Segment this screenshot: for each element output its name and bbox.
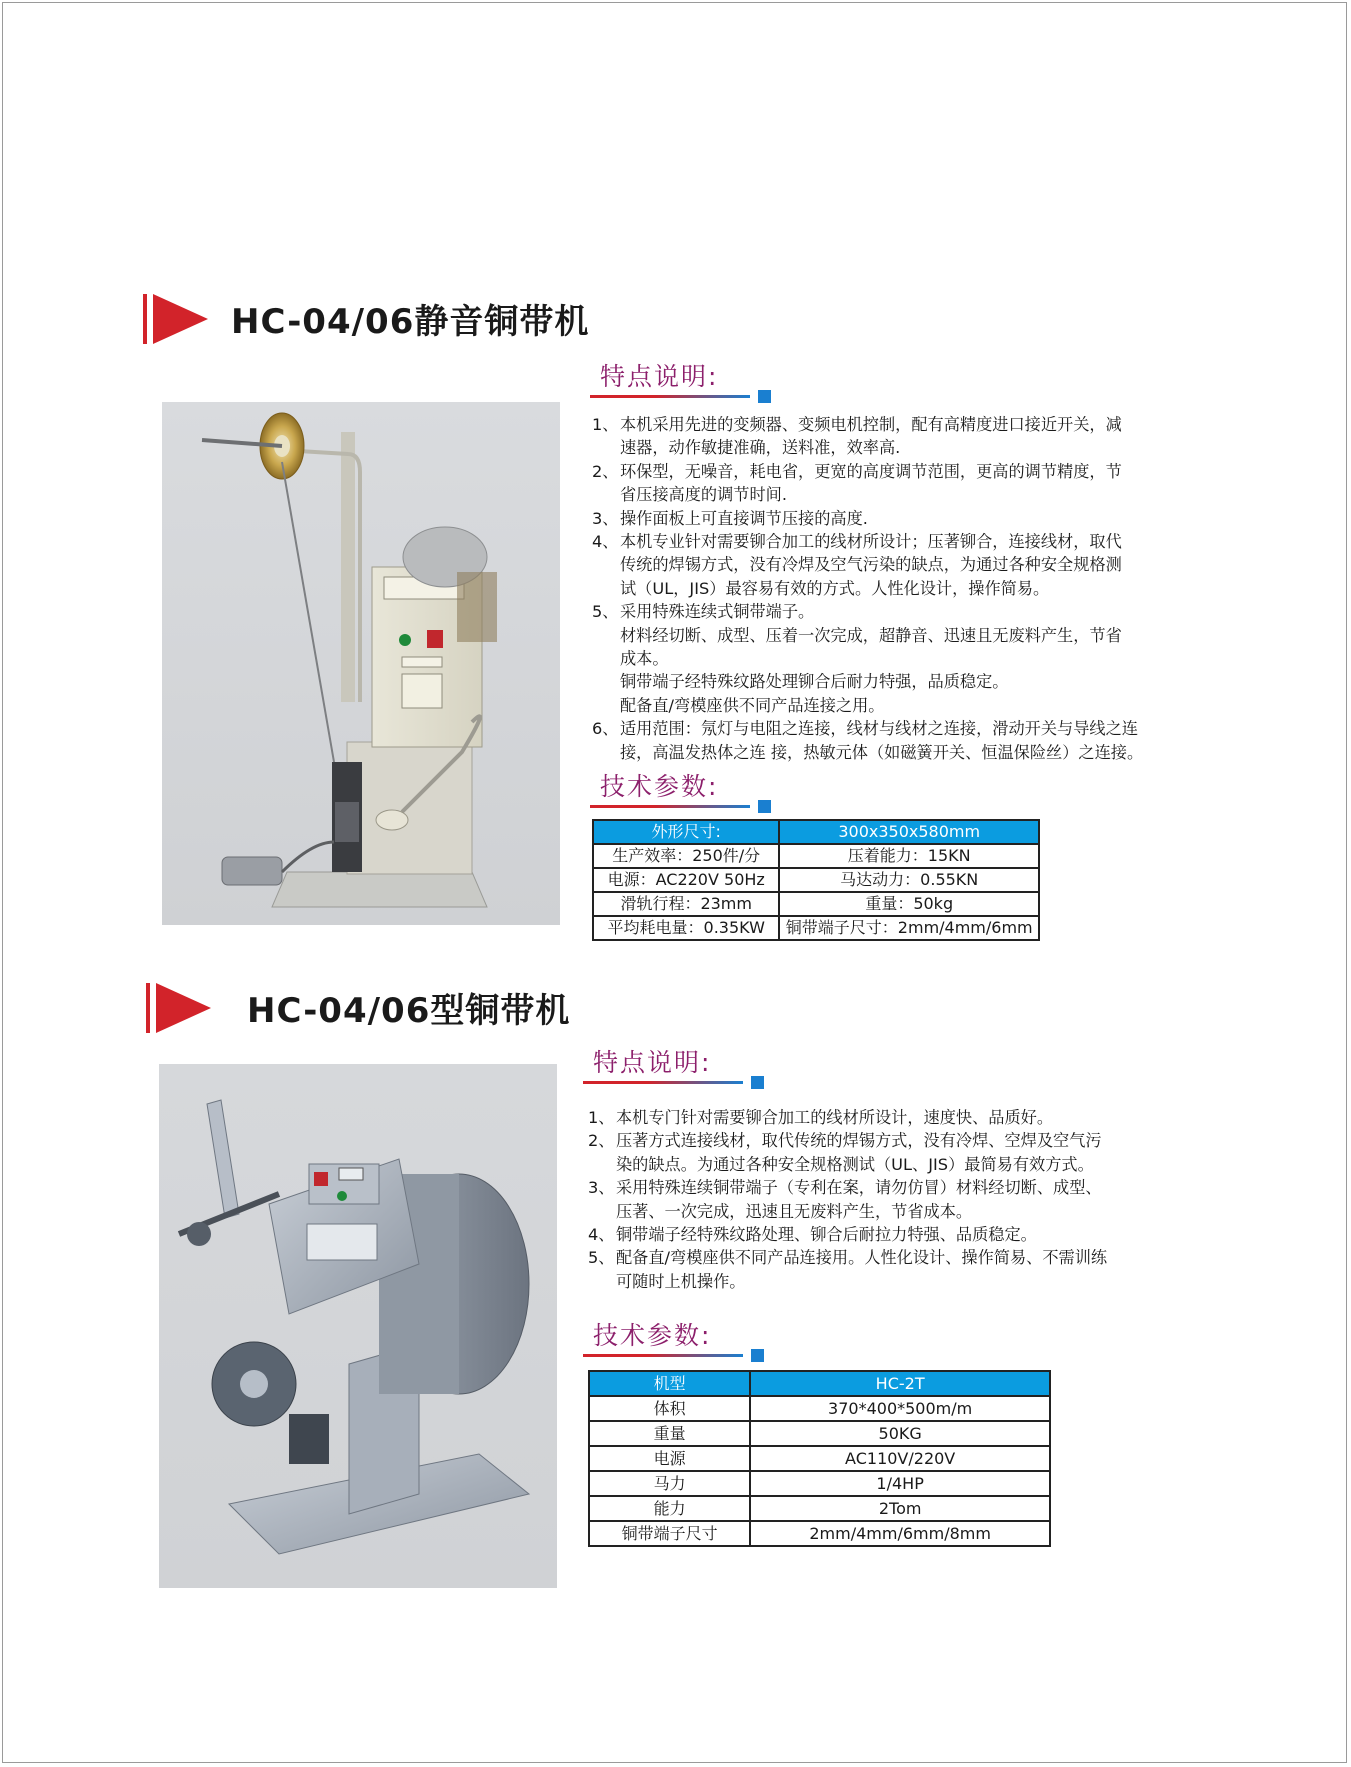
- feature-line: 压著方式连接线材，取代传统的焊锡方式，没有冷焊、空焊及空气污: [616, 1131, 1102, 1151]
- feature-item: [588, 1129, 1208, 1176]
- product-photo-copper-strip-machine: [159, 1064, 557, 1588]
- specs-cell: 能力: [589, 1496, 750, 1521]
- feature-line: 环保型，无噪音，耗电省，更宽的高度调节范围，更高的调节精度，节: [620, 461, 1122, 481]
- heading-square-icon: [751, 1076, 764, 1089]
- feature-line: 试（UL，JIS）最容易有效的方式。人性化设计，操作简易。: [620, 578, 1050, 598]
- feature-line: 操作面板上可直接调节压接的高度.: [620, 508, 868, 528]
- feature-line: 材料经切断、成型、压着一次完成，超静音、迅速且无废料产生，节省: [620, 625, 1122, 645]
- specs-row: [589, 1421, 1050, 1446]
- specs-header-row: [589, 1371, 1050, 1396]
- specs-cell: 电源: [589, 1446, 750, 1471]
- specs-cell: 铜带端子尺寸：2mm/4mm/6mm: [779, 916, 1039, 940]
- section2-specs-table: [588, 1370, 1051, 1547]
- heading-underline: [590, 395, 750, 398]
- feature-number: 2、: [588, 1131, 615, 1151]
- feature-line: 配备直/弯模座供不同产品连接用。人性化设计、操作简易、不需训练: [616, 1248, 1108, 1268]
- feature-line: 压著、一次完成，迅速且无废料产生，节省成本。: [616, 1201, 973, 1221]
- feature-line: 可随时上机操作。: [616, 1271, 746, 1291]
- specs-row: [593, 892, 1039, 916]
- feature-number: 4、: [592, 532, 619, 552]
- specs-row: [589, 1496, 1050, 1521]
- specs-cell: 平均耗电量：0.35KW: [593, 916, 779, 940]
- specs-row: [589, 1446, 1050, 1471]
- feature-number: 3、: [592, 508, 619, 528]
- feature-line: 采用特殊连续式铜带端子。: [620, 602, 815, 622]
- section1-features-heading-block: [590, 357, 790, 399]
- specs-cell: 马达动力：0.55KN: [779, 868, 1039, 892]
- section2-title: HC-04/06型铜带机: [247, 991, 571, 1031]
- section1-features-list: [592, 413, 1232, 764]
- section1-specs-heading-block: [590, 767, 790, 809]
- feature-number: 5、: [592, 602, 619, 622]
- feature-item: [592, 717, 1232, 764]
- feature-item: [588, 1176, 1208, 1223]
- specs-cell: 300x350x580mm: [779, 820, 1039, 844]
- feature-line: 适用范围：氖灯与电阻之连接，线材与线材之连接，滑动开关与导线之连: [620, 719, 1138, 739]
- feature-number: 1、: [588, 1108, 615, 1127]
- specs-cell: 铜带端子尺寸: [589, 1521, 750, 1546]
- heading-underline: [583, 1081, 743, 1084]
- section1-specs-table: [592, 819, 1040, 941]
- specs-cell: 马力: [589, 1471, 750, 1496]
- feature-line: 成本。: [620, 649, 669, 669]
- section1-title: HC-04/06静音铜带机: [231, 302, 590, 342]
- feature-number: 4、: [588, 1225, 615, 1245]
- specs-cell: 生产效率：250件/分: [593, 844, 779, 868]
- feature-line: 省压接高度的调节时间.: [620, 485, 788, 505]
- specs-cell: AC110V/220V: [750, 1446, 1050, 1471]
- feature-number: 2、: [592, 461, 619, 481]
- specs-cell: 机型: [589, 1371, 750, 1396]
- specs-cell: 1/4HP: [750, 1471, 1050, 1496]
- heading-underline: [583, 1354, 743, 1357]
- feature-line: 本机专门针对需要铆合加工的线材所设计，速度快、品质好。: [616, 1108, 1054, 1127]
- feature-line: 铜带端子经特殊纹路处理铆合后耐力特强，品质稳定。: [620, 672, 1009, 692]
- red-arrow-marker-icon: [143, 292, 213, 346]
- section2-features-list: [588, 1106, 1208, 1293]
- specs-header-row: [593, 820, 1039, 844]
- specs-cell: 2Tom: [750, 1496, 1050, 1521]
- specs-row: [589, 1471, 1050, 1496]
- specs-row: [589, 1396, 1050, 1421]
- feature-item: [588, 1223, 1208, 1246]
- feature-item: [592, 413, 1232, 460]
- product-photo-silent-machine: [162, 402, 560, 925]
- section1-specs-heading: 技术参数:: [600, 772, 719, 801]
- section2-specs-heading-block: [583, 1316, 783, 1358]
- heading-square-icon: [758, 800, 771, 813]
- section2-features-heading-block: [583, 1043, 783, 1085]
- feature-line: 传统的焊锡方式，没有冷焊及空气污染的缺点，为通过各种安全规格测: [620, 555, 1122, 575]
- feature-line: 采用特殊连续铜带端子（专利在案，请勿仿冒）材料经切断、成型、: [616, 1178, 1102, 1198]
- section1-title-row: [143, 292, 743, 346]
- specs-cell: 2mm/4mm/6mm/8mm: [750, 1521, 1050, 1546]
- specs-cell: 滑轨行程：23mm: [593, 892, 779, 916]
- feature-item: [588, 1106, 1208, 1129]
- specs-row: [589, 1521, 1050, 1546]
- feature-line: 接，高温发热体之连 接，热敏元体（如磁簧开关、恒温保险丝）之连接。: [620, 742, 1144, 762]
- feature-line: 本机采用先进的变频器、变频电机控制，配有高精度进口接近开关，减: [620, 415, 1122, 434]
- feature-line: 染的缺点。为通过各种安全规格测试（UL、JIS）最简易有效方式。: [616, 1154, 1094, 1174]
- specs-row: [593, 844, 1039, 868]
- feature-item: [592, 600, 1232, 717]
- feature-item: [592, 507, 1232, 530]
- section2-features-heading: 特点说明:: [593, 1048, 712, 1077]
- specs-cell: 370*400*500m/m: [750, 1396, 1050, 1421]
- section2-title-row: [146, 981, 746, 1035]
- feature-line: 配备直/弯模座供不同产品连接之用。: [620, 695, 885, 715]
- section2-specs-heading: 技术参数:: [593, 1321, 712, 1350]
- specs-cell: 体积: [589, 1396, 750, 1421]
- feature-item: [588, 1246, 1208, 1293]
- feature-item: [592, 460, 1232, 507]
- specs-cell: 电源：AC220V 50Hz: [593, 868, 779, 892]
- specs-row: [593, 868, 1039, 892]
- specs-cell: 50KG: [750, 1421, 1050, 1446]
- heading-square-icon: [758, 390, 771, 403]
- specs-cell: 重量：50kg: [779, 892, 1039, 916]
- specs-cell: HC-2T: [750, 1371, 1050, 1396]
- heading-underline: [590, 805, 750, 808]
- specs-cell: 重量: [589, 1421, 750, 1446]
- feature-number: 5、: [588, 1248, 615, 1268]
- feature-line: 铜带端子经特殊纹路处理、铆合后耐拉力特强、品质稳定。: [616, 1225, 1037, 1245]
- specs-row: [593, 916, 1039, 940]
- feature-number: 6、: [592, 719, 619, 739]
- feature-item: [592, 530, 1232, 600]
- heading-square-icon: [751, 1349, 764, 1362]
- specs-cell: 外形尺寸:: [593, 820, 779, 844]
- feature-number: 3、: [588, 1178, 615, 1198]
- feature-number: 1、: [592, 415, 619, 434]
- specs-cell: 压着能力：15KN: [779, 844, 1039, 868]
- red-arrow-marker-icon: [146, 981, 216, 1035]
- feature-line: 速器，动作敏捷准确，送料准，效率高.: [620, 438, 901, 458]
- feature-line: 本机专业针对需要铆合加工的线材所设计；压著铆合，连接线材，取代: [620, 532, 1122, 552]
- section1-features-heading: 特点说明:: [600, 362, 719, 391]
